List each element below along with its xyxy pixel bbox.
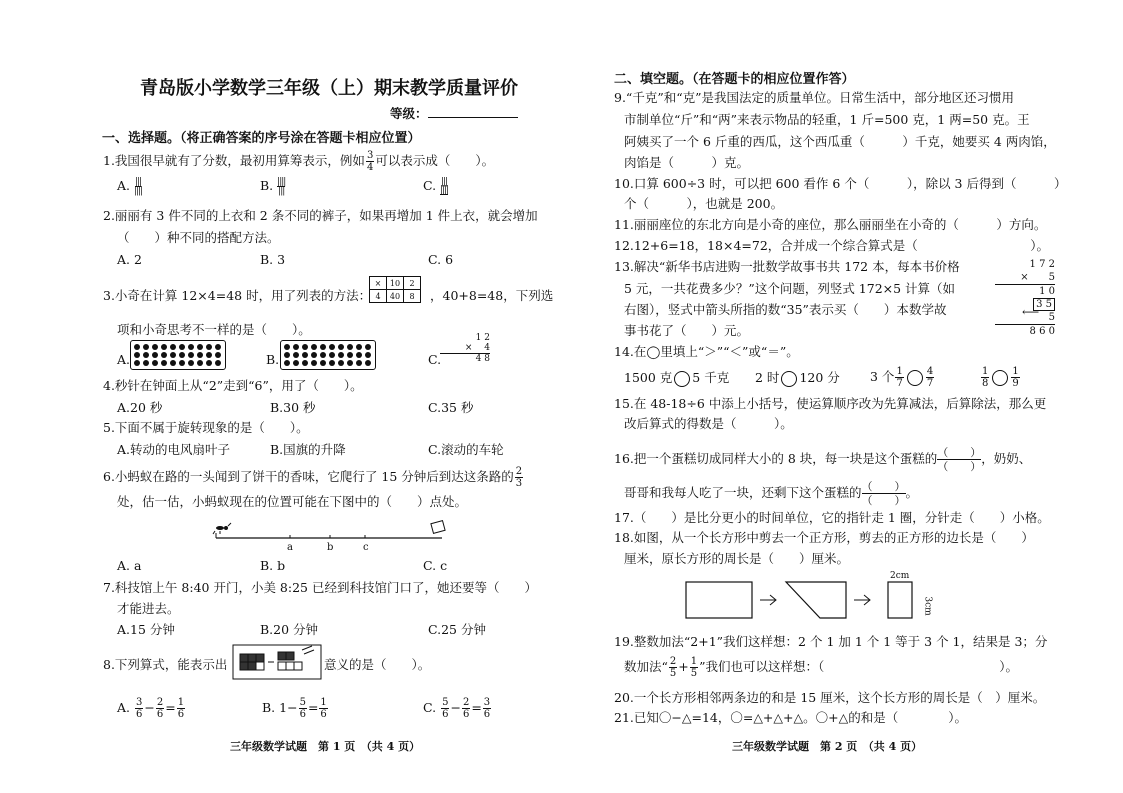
dot xyxy=(347,344,353,350)
dot xyxy=(152,344,158,350)
dot xyxy=(320,360,326,366)
dot xyxy=(347,360,353,366)
dot xyxy=(143,352,149,358)
dot xyxy=(179,352,185,358)
dot xyxy=(365,360,371,366)
dot xyxy=(356,360,362,366)
dot xyxy=(215,360,221,366)
question-4: 4.秒针在钟面上从“2”走到“6”，用了（ ）。 xyxy=(103,378,363,393)
dot xyxy=(179,360,185,366)
fraction: $\frac{3}{4}$ xyxy=(366,150,374,173)
q2-option-b[interactable]: B. 3 xyxy=(260,252,286,267)
q8-option-c[interactable]: C. $\frac{5}{6}$ − $\frac{2}{6}$ = $\frac{3}{6}$ xyxy=(423,697,491,720)
q3-option-c-label[interactable]: C. xyxy=(428,352,442,367)
q1-option-c[interactable]: C. ||| |||| xyxy=(423,177,449,195)
dot xyxy=(329,360,335,366)
dot xyxy=(188,360,194,366)
dot xyxy=(311,344,317,350)
dot-array-b xyxy=(280,340,376,370)
q4-option-c[interactable]: C.35 秒 xyxy=(428,400,474,415)
dot xyxy=(188,344,194,350)
dot xyxy=(329,344,335,350)
dot xyxy=(284,352,290,358)
dot-array-a xyxy=(130,340,226,370)
dot xyxy=(170,360,176,366)
answer-circle[interactable] xyxy=(992,370,1008,386)
footer-page-1: 三年级数学试题 第 1 页 （共 4 页） xyxy=(230,740,421,753)
dot xyxy=(197,352,203,358)
question-10-line-2: 个（ ），也就是 200。 xyxy=(624,196,784,211)
width-label: 2cm xyxy=(890,571,910,581)
q2-option-c[interactable]: C. 6 xyxy=(428,252,454,267)
question-19-line-1: 19.整数加法“2+1”我们这样想：2 个 1 加 1 个 1 等于 3 个 1，结果是 3；分 xyxy=(614,634,1048,649)
question-20: 20.一个长方形相邻两条边的和是 15 厘米，这个长方形的周长是（ ）厘米。 xyxy=(614,690,1046,705)
question-15-line-1: 15.在 48-18÷6 中添上小括号，使运算顺序改为先算减法，后算除法，那么更 xyxy=(614,396,1047,411)
q1-option-b[interactable]: B. |||| ||| xyxy=(260,177,286,196)
question-5: 5.下面不属于旋转现象的是（ ）。 xyxy=(103,420,309,435)
question-13-line-1: 13.解决“新华书店进购一批数学故事书共 172 本，每本书价格 xyxy=(614,259,960,274)
grade-label: 等级： xyxy=(390,106,518,122)
question-9-line-2: 市制单位“斤”和“两”来表示物品的轻重，1 斤=500 克，1 两=50 克。王 xyxy=(624,112,1030,127)
question-13-line-2: 5 元，一共花费多少？”这个问题，列竖式 172×5 计算（如 xyxy=(624,281,956,296)
multiplication-table: × 10 2 4 40 8 xyxy=(369,276,421,303)
dot xyxy=(302,352,308,358)
question-3-line-2: 项和小奇思考不一样的是（ ）。 xyxy=(117,322,311,337)
question-7-line-2: 才能进去。 xyxy=(117,601,180,616)
counting-rod-icon: |||| ||| xyxy=(277,177,286,196)
dot xyxy=(284,360,290,366)
fraction: $\frac{2}{3}$ xyxy=(515,466,523,489)
dot xyxy=(206,352,212,358)
q6-option-b[interactable]: B. b xyxy=(260,558,286,573)
question-16-line-1: 16.把一个蛋糕切成同样大小的 8 块，每一块是这个蛋糕的 $\frac{( )}{( )}$ ，奶奶、 xyxy=(614,446,1032,473)
q3-option-b-label[interactable]: B. xyxy=(266,352,280,367)
dot xyxy=(197,344,203,350)
dot xyxy=(284,344,290,350)
point-a-label: a xyxy=(287,542,293,553)
question-13-line-4: 事书花了（ ）元。 xyxy=(624,323,750,338)
ant-icon xyxy=(213,523,231,534)
dot xyxy=(197,360,203,366)
page-2 xyxy=(560,0,1123,793)
question-18-line-1: 18.如图，从一个长方形中剪去一个正方形，剪去的正方形的边长是（ ） xyxy=(614,530,1034,545)
dot xyxy=(170,352,176,358)
dot xyxy=(356,352,362,358)
answer-circle[interactable] xyxy=(907,370,923,386)
question-17: 17.（ ）是比分更小的时间单位，它的指针走 1 圈，分针走（ ）小格。 xyxy=(614,510,1050,525)
dot xyxy=(329,352,335,358)
question-14: 14.在◯里填上“＞”“＜”或“＝”。 xyxy=(614,344,799,359)
question-8-post: 意义的是（ ）。 xyxy=(324,657,431,672)
dot xyxy=(161,344,167,350)
height-label: 3cm xyxy=(922,596,933,616)
q8-option-b[interactable]: B. 1− $\frac{5}{6}$ = $\frac{1}{6}$ xyxy=(262,697,327,720)
dot xyxy=(170,344,176,350)
question-6-line-1: 6.小蚂蚁在路的一头闻到了饼干的香味，它爬行了 15 分钟后到达这条路的 $\frac{2}{3}$ xyxy=(103,466,523,489)
dot xyxy=(143,360,149,366)
q14-item-2: 2 时 120 分 xyxy=(755,370,840,385)
q5-option-a[interactable]: A.转动的电风扇叶子 xyxy=(117,442,231,457)
dot xyxy=(311,352,317,358)
question-6-line-2: 处，估一估，小蚂蚁现在的位置可能在下图中的（ ）点处。 xyxy=(117,494,468,509)
q1-option-a[interactable]: A. ||| |||| xyxy=(117,177,143,196)
q7-option-c[interactable]: C.25 分钟 xyxy=(428,622,486,637)
dot xyxy=(302,344,308,350)
answer-circle[interactable] xyxy=(674,371,690,387)
fraction-blank[interactable]: $\frac{( )}{( )}$ xyxy=(861,480,906,507)
q2-option-a[interactable]: A. 2 xyxy=(117,252,142,267)
page-1 xyxy=(0,0,560,793)
counting-rod-icon: ||| |||| xyxy=(134,177,143,196)
q6-option-a[interactable]: A. a xyxy=(117,558,142,573)
dot xyxy=(293,352,299,358)
answer-circle[interactable] xyxy=(781,371,797,387)
exam-title: 青岛版小学数学三年级（上）期末教学质量评价 xyxy=(140,78,518,99)
q5-option-b[interactable]: B.国旗的升降 xyxy=(270,442,346,457)
dot xyxy=(161,352,167,358)
footer-page-2: 三年级数学试题 第 2 页 （共 4 页） xyxy=(732,740,923,753)
dot xyxy=(215,344,221,350)
q4-option-a[interactable]: A.20 秒 xyxy=(117,400,163,415)
arrow-left-icon: ⟵ xyxy=(1022,305,1040,319)
question-10-line-1: 10.口算 600÷3 时，可以把 600 看作 6 个（ ），除以 3 后得到（ ） xyxy=(614,176,1067,191)
question-15-line-2: 改后算式的得数是（ ）。 xyxy=(624,416,793,431)
dot xyxy=(311,360,317,366)
question-9-line-4: 肉馅是（ ）克。 xyxy=(624,155,750,170)
dot xyxy=(152,352,158,358)
vertical-multiplication-172x5: 1 7 2 × 5 1 0 3 5 5 8 6 0 xyxy=(995,258,1055,338)
dot xyxy=(152,360,158,366)
rectangle-cut-figure xyxy=(680,570,1020,620)
question-9-line-3: 阿姨买了一个 6 斤重的西瓜，这个西瓜重（ ）千克，她要买 4 两肉馅， xyxy=(624,134,1056,149)
dot xyxy=(188,352,194,358)
question-9-line-1: 9.“千克”和“克”是我国法定的质量单位。日常生活中，部分地区还习惯用 xyxy=(614,90,1014,105)
question-3-line-1: 3.小奇在计算 12×4=48 时，用了列表的方法： xyxy=(103,288,372,303)
dot xyxy=(338,352,344,358)
question-11: 11.丽丽座位的东北方向是小奇的座位，那么丽丽坐在小奇的（ ）方向。 xyxy=(614,217,1047,232)
dot xyxy=(347,352,353,358)
question-8-pre: 8.下列算式，能表示出 xyxy=(103,657,228,672)
q3-option-a-label[interactable]: A. xyxy=(117,352,131,367)
dot xyxy=(161,360,167,366)
q5-option-c[interactable]: C.滚动的车轮 xyxy=(428,442,504,457)
dot xyxy=(365,344,371,350)
cookie-icon xyxy=(431,521,445,534)
dot xyxy=(338,360,344,366)
q14-item-3: 3 个 $\frac{1}{7}$ $\frac{4}{7}$ xyxy=(870,366,934,389)
question-2-line-2: （ ）种不同的搭配方法。 xyxy=(117,230,280,245)
q14-item-1: 1500 克 5 千克 xyxy=(624,370,730,385)
dot xyxy=(143,344,149,350)
dot xyxy=(134,344,140,350)
section-2-heading: 二、填空题。（在答题卡的相应位置作答） xyxy=(614,72,855,87)
dot xyxy=(134,360,140,366)
question-21: 21.已知〇−△=14，〇=△+△+△。〇+△的和是（ ）。 xyxy=(614,710,967,725)
dot xyxy=(293,344,299,350)
q7-option-a[interactable]: A.15 分钟 xyxy=(117,622,175,637)
fraction-blank[interactable]: $\frac{( )}{( )}$ xyxy=(937,446,982,473)
point-b-label: b xyxy=(327,542,334,553)
q8-option-a[interactable]: A. $\frac{3}{6}$ − $\frac{2}{6}$ = $\frac{1}{6}$ xyxy=(117,697,185,720)
q6-option-c[interactable]: C. c xyxy=(423,558,448,573)
dot xyxy=(206,344,212,350)
dot xyxy=(365,352,371,358)
question-18-line-2: 厘米，原长方形的周长是（ ）厘米。 xyxy=(624,551,850,566)
vertical-multiplication: 1 2 × 4 4 8 xyxy=(440,333,490,364)
question-12: 12.12+6=18，18×4=72，合并成一个综合算式是（ ）。 xyxy=(614,238,1050,253)
question-16-line-2: 哥哥和我每人吃了一块，还剩下这个蛋糕的 $\frac{( )}{( )}$ 。 xyxy=(624,480,919,507)
dot xyxy=(215,352,221,358)
question-19-line-2: 数加法“ $\frac{2}{5}$ + $\frac{1}{5}$ ”我们也可以这样想：（ ）。 xyxy=(624,656,1019,679)
question-3-line-1b: ，40+8=48，下列选 xyxy=(430,288,554,303)
question-2-line-1: 2.丽丽有 3 件不同的上衣和 2 条不同的裤子，如果再增加 1 件上衣，就会增加 xyxy=(103,208,538,223)
section-1-heading: 一、选择题。（将正确答案的序号涂在答题卡相应位置） xyxy=(102,131,421,146)
point-c-label: c xyxy=(363,542,369,553)
q7-option-b[interactable]: B.20 分钟 xyxy=(260,622,319,637)
dot xyxy=(206,360,212,366)
dot xyxy=(293,360,299,366)
question-7-line-1: 7.科技馆上午 8:40 开门，小美 8:25 已经到科技馆门口了，她还要等（ ） xyxy=(103,580,537,595)
question-1: 1.我国很早就有了分数，最初用算筹表示，例如 $\frac{3}{4}$ 可以表示成（ ）。 xyxy=(103,150,495,173)
dot xyxy=(179,344,185,350)
fraction-blocks-figure xyxy=(232,644,322,680)
counting-rod-icon: ||| |||| xyxy=(440,177,449,195)
dot xyxy=(356,344,362,350)
q4-option-b[interactable]: B.30 秒 xyxy=(270,400,316,415)
q14-item-4: $\frac{1}{8}$ $\frac{1}{9}$ xyxy=(982,366,1019,389)
dot xyxy=(338,344,344,350)
dot xyxy=(134,352,140,358)
question-13-line-3: 右图），竖式中箭头所指的数“35”表示买（ ）本数学故 xyxy=(624,302,947,317)
dot xyxy=(320,352,326,358)
dot xyxy=(302,360,308,366)
dot xyxy=(320,344,326,350)
